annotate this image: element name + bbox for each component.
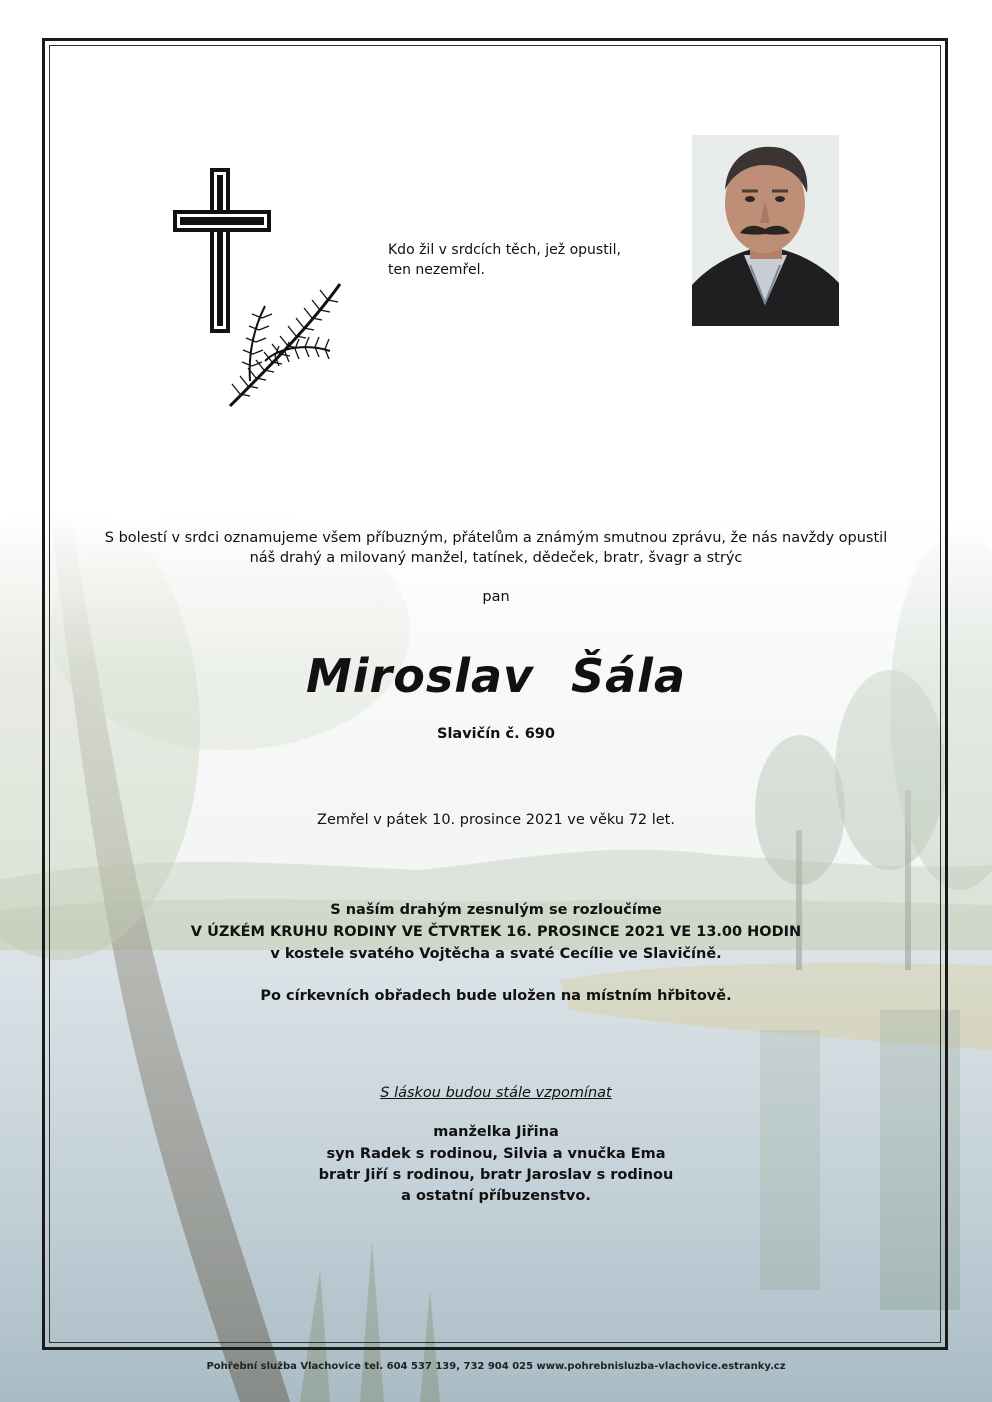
memorial-motto	[388, 240, 658, 280]
mourners-heading: S láskou budou stále vzpomínat	[380, 1085, 612, 1101]
deceased-last-name: Šála	[571, 649, 686, 703]
announcement-line-2: náš drahý a milovaný manžel, tatínek, dědeček, bratr, švagr a strýc	[249, 550, 743, 566]
death-notice: Zemřel v pátek 10. prosince 2021 ve věku 72 let.	[317, 812, 675, 828]
farewell-line-2: V ÚZKÉM KRUHU RODINY VE ČTVRTEK 16. PROSINCE 2021 VE 13.00 HODIN	[190, 924, 802, 940]
deceased-name	[60, 646, 932, 706]
mourners-line-4: a ostatní příbuzenstvo.	[401, 1188, 591, 1204]
funeral-service-footer: Pohřební služba Vlachovice tel. 604 537 139, 732 904 025 www.pohrebnisluzba-vlachovice.estranky.cz	[206, 1361, 786, 1372]
announcement-line-1: S bolestí v srdci oznamujeme všem příbuzným, přátelům a známým smutnou zprávu, že nás navždy opustil	[104, 530, 888, 546]
motto-line-2: ten nezemřel.	[388, 262, 485, 278]
burial-note: Po církevních obřadech bude uložen na místním hřbitově.	[260, 988, 732, 1004]
cross-icon	[170, 166, 350, 416]
deceased-address: Slavičín č. 690	[437, 726, 555, 742]
portrait-photo	[692, 135, 839, 326]
mourners-line-3: bratr Jiří s rodinou, bratr Jaroslav s rodinou	[318, 1167, 674, 1183]
mourners-line-2: syn Radek s rodinou, Silvia a vnučka Ema	[326, 1146, 666, 1162]
fir-branch-icon	[230, 284, 340, 406]
deceased-first-name: Miroslav	[305, 649, 534, 703]
salutation: pan	[482, 589, 510, 605]
mourners-heading-wrap	[60, 1083, 932, 1103]
motto-line-1: Kdo žil v srdcích těch, jež opustil,	[388, 242, 621, 258]
farewell-line-1: S naším drahým zesnulým se rozloučíme	[330, 902, 662, 918]
farewell-line-3: v kostele svatého Vojtěcha a svaté Cecílie ve Slavičíně.	[270, 946, 722, 962]
mourners-line-1: manželka Jiřina	[433, 1124, 559, 1140]
